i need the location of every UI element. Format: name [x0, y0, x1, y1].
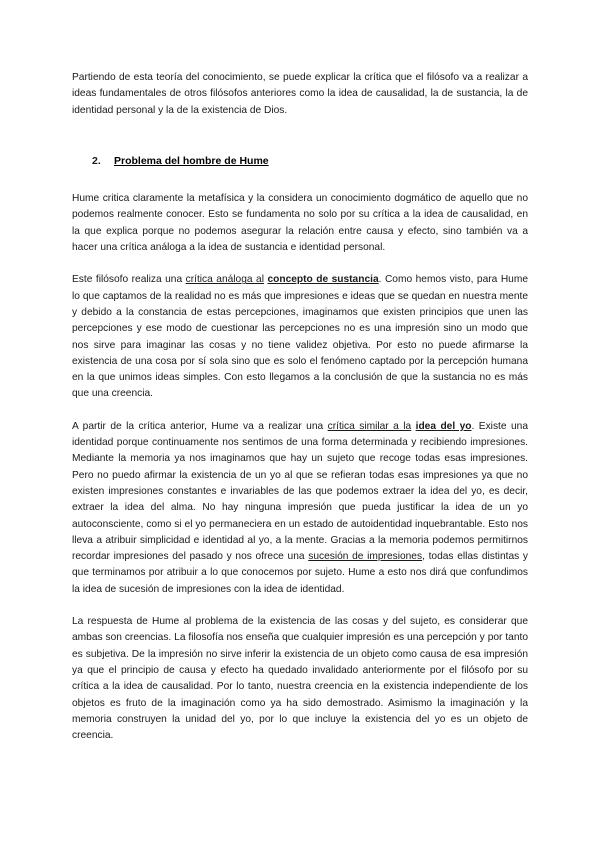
p3-underline: crítica similar a la [327, 420, 412, 432]
p3-text-a: A partir de la crítica anterior, Hume va a realizar una [72, 420, 328, 432]
concepto-sustancia: concepto de sustancia [267, 274, 379, 286]
intro-paragraph: Partiendo de esta teoría del conocimiento, se puede explicar la crítica que el filósofo va a realizar a ideas fundamentales de otros filósofos anteriores como la idea de causalidad, la de sustancia, la de identidad personal y la de la existencia de Dios. [72, 72, 528, 116]
p2-text-a: Este filósofo realiza una [72, 274, 186, 286]
p2-text-rest: . Como hemos visto, para Hume lo que captamos de la realidad no es más que impresiones e ideas que se quedan en nuestra mente y debido a la constancia de estas percepciones, imaginamos que existen principios que unen las percepciones y ese modo de cuestionar las percepciones no es una impresión sino un modo que nos sirve para imaginar las cosas y no tiene validez objetiva. Por esto no puede afirmarse la existencia de una cosa por sí sola sino que es solo el fenómeno captado por la percepción humana en la que unimos ideas simples. Con esto llegamos a la conclusión de que la sustancia no es más que una creencia. [72, 274, 528, 400]
p3-text-end: , todas ellas distintas y que terminamos por atribuir a lo que conocemos por sujeto. Hume a esto nos dirá que confundimos la idea de sucesión de impresiones con la idea de identidad. [72, 551, 528, 595]
document-body [72, 70, 528, 744]
sucesion-impresiones: sucesión de impresiones [308, 551, 423, 563]
paragraph-respuesta: La respuesta de Hume al problema de la existencia de las cosas y del sujeto, es considerar que ambas son creencias. La filosofía nos enseña que cualquier impresión es una percepción y por tanto es subjetiva. De la impresión no sirve inferir la existencia de un objeto como causa de esa impresión ya que el principio de causa y efecto ha quedado invalidado anteriormente por el filósofo por su crítica a la idea de causalidad. Por lo tanto, nuestra creencia en la existencia independiente de los objetos es fruto de la imaginación como ya ha sido demostrado. Asimismo la imaginación y la memoria construyen la unidad del yo, por lo que incluye la existencia del yo es un objeto de creencia. [72, 616, 528, 742]
paragraph-sustancia [72, 272, 528, 402]
section-title: Problema del hombre de Hume [114, 154, 269, 167]
paragraph-yo [72, 419, 528, 598]
p3-text-mid: . Existe una identidad porque continuamente nos sentimos de una forma determinada y recibiendo impresiones. Mediante la memoria ya nos imaginamos que hay un sujeto que recoge todas esas impresiones. Pero no puedo afirmar la existencia de un yo al que se refieran todas esas impresiones ya que no existen impresiones constantes e invariables de las que podemos extraer la idea del yo, es decir, extraer la idea del alma. No hay ninguna impresión que pueda justificar la idea de un yo autoconsciente, como si el yo permaneciera en un estado de autoidentidad inquebrantable. Esto nos lleva a atribuir simplicidad e identidad al yo, a la mente. Gracias a la memoria podemos permitirnos recordar impresiones del pasado y nos ofrece una [72, 420, 528, 563]
p2-underline: crítica análoga al [185, 274, 264, 286]
idea-del-yo: idea del yo [415, 420, 472, 432]
paragraph-metafisica: Hume critica claramente la metafísica y la considera un conocimiento dogmático de aquello que no podemos realmente conocer. Esto se fundamenta no solo por su crítica a la idea de causalidad, en la que explica porque no podemos asegurar la relación entre causa y efecto, sino también va a hacer una crítica análoga a la idea de sustancia e identidad personal. [72, 193, 528, 254]
section-heading [92, 153, 528, 169]
section-number: 2. [92, 154, 101, 167]
